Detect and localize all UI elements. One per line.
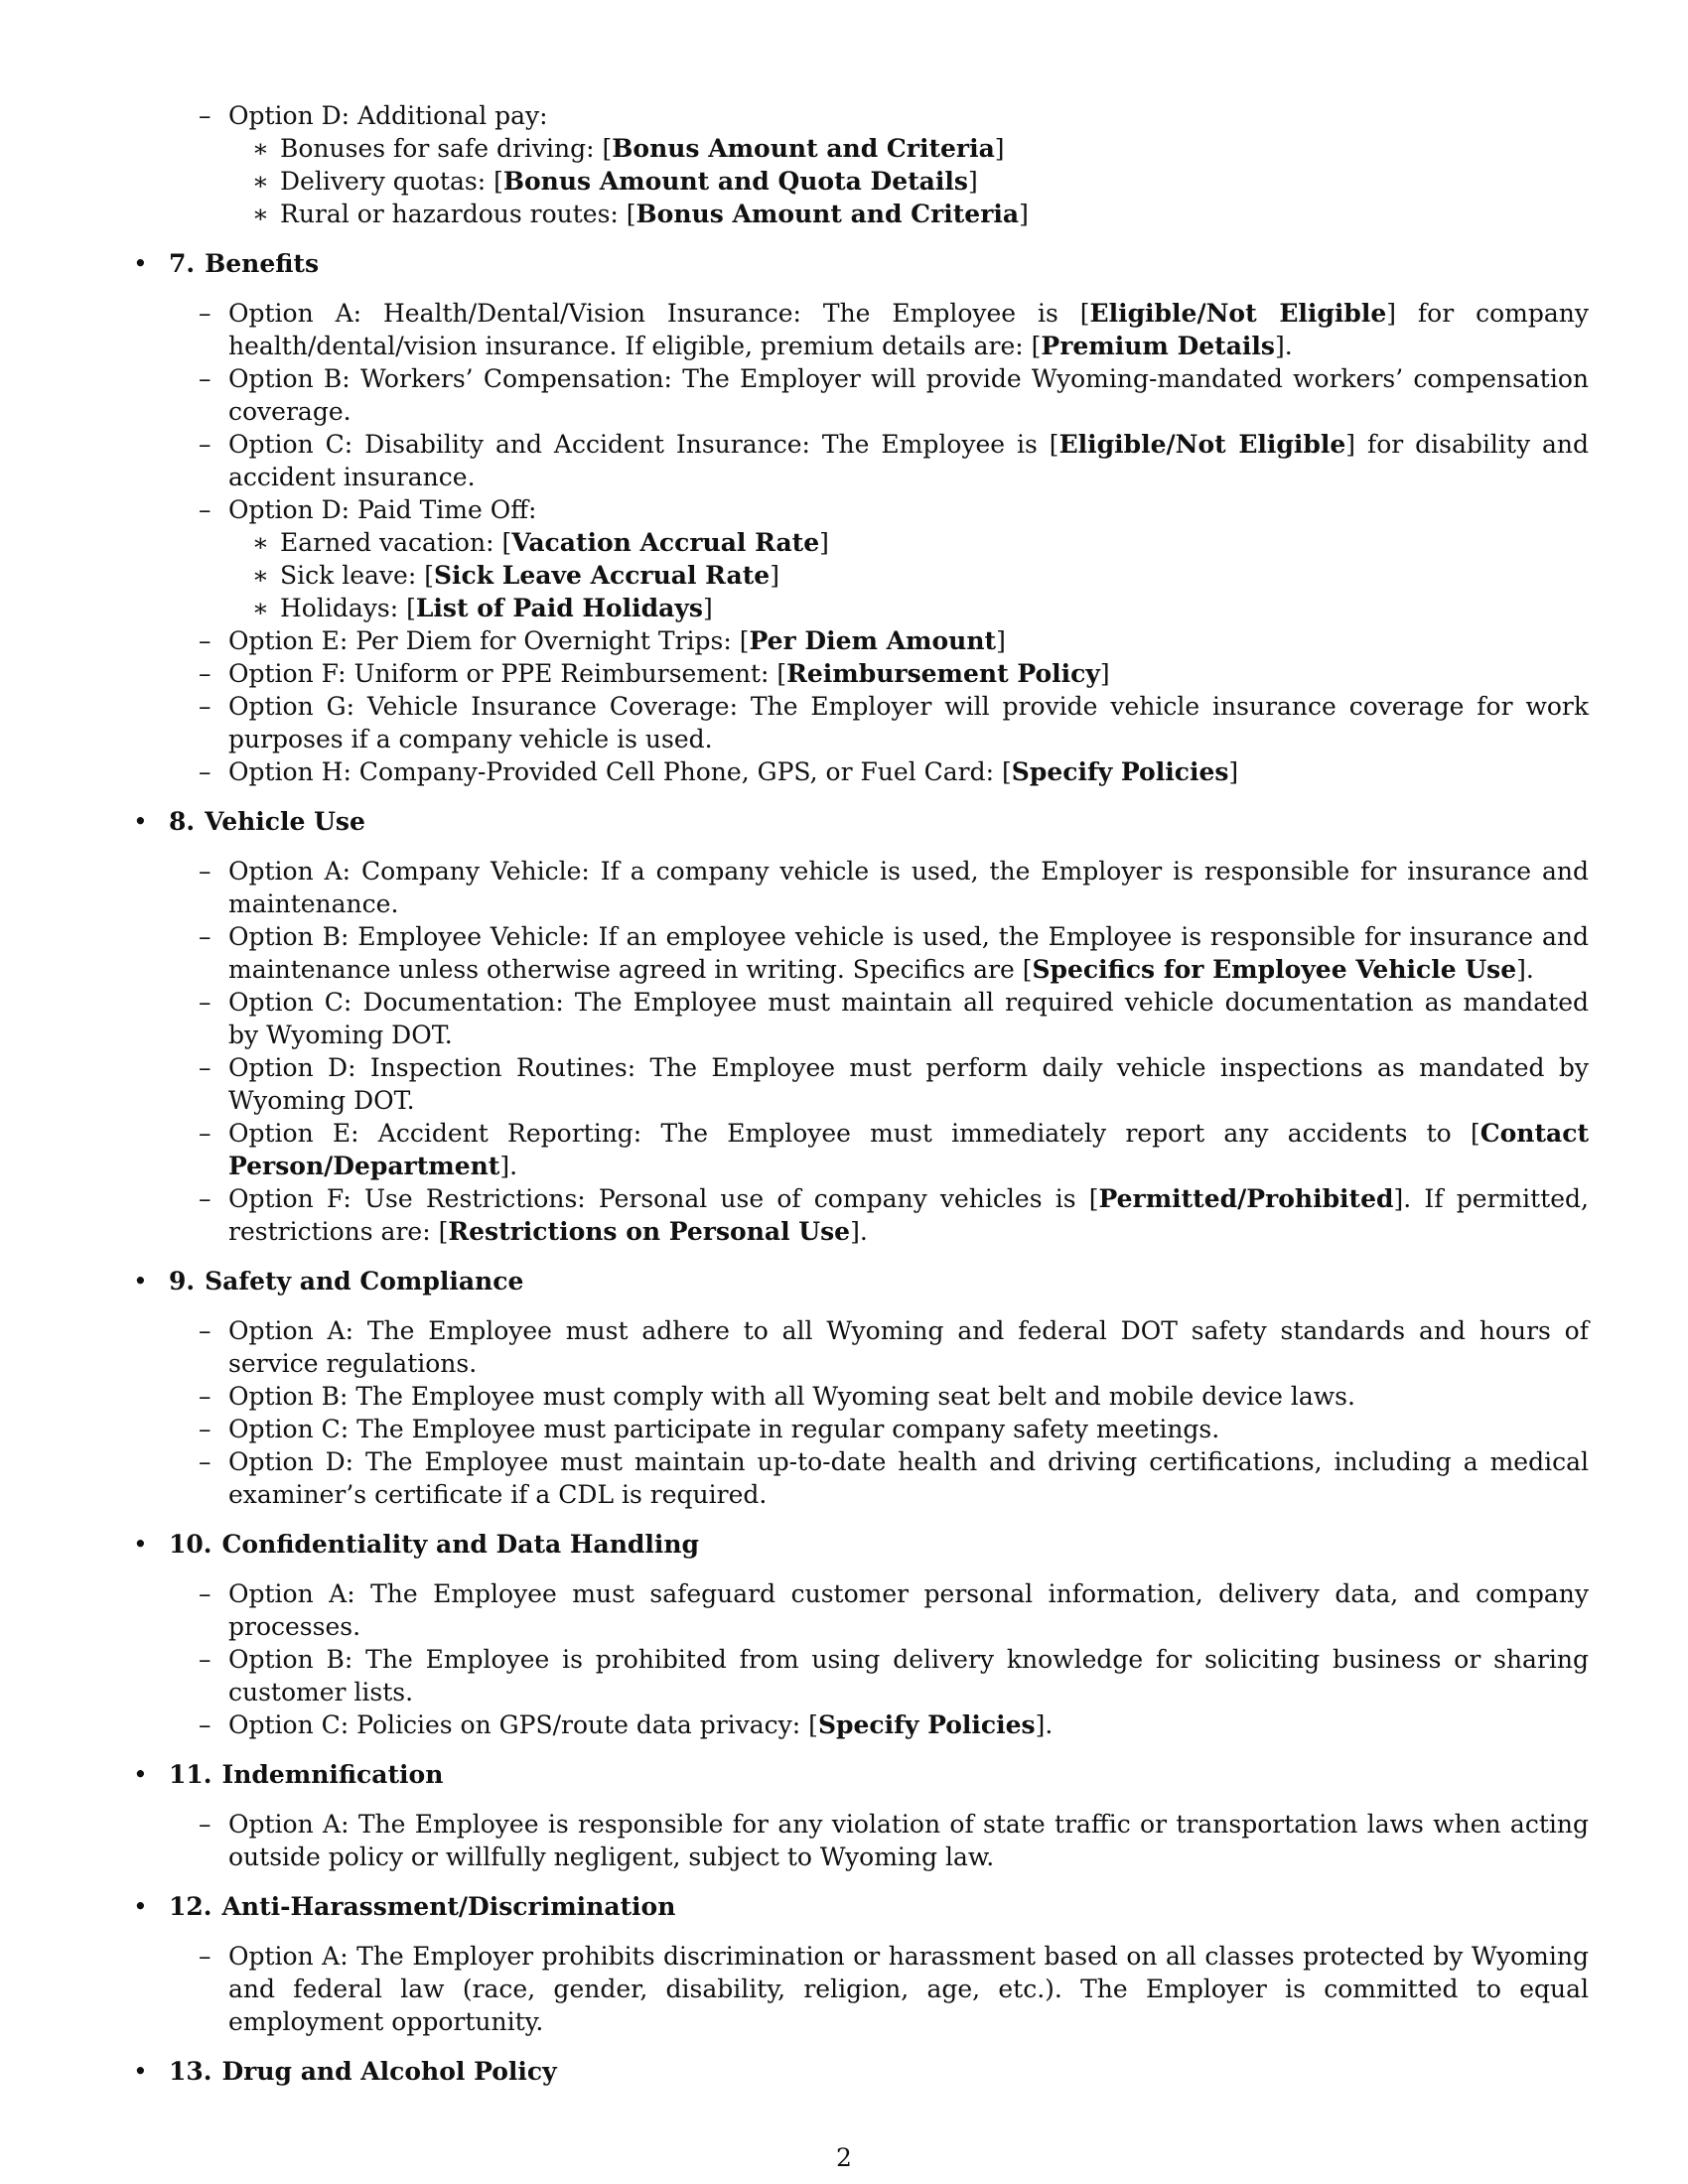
sub-item-rural-routes: ∗ Rural or hazardous routes: [Bonus Amount and Criteria]: [252, 200, 1029, 228]
sec8-option-c: – Option C: Documentation: The Employee must maintain all required vehicle documentation as mandated by Wyoming DOT.: [199, 988, 1589, 1049]
sec7-option-h: – Option H: Company-Provided Cell Phone, GPS, or Fuel Card: [Specify Policies]: [199, 757, 1239, 786]
sec7-option-a: – Option A: Health/Dental/Vision Insurance: The Employee is [Eligible/Not Eligible] for company health/dental/vision insurance. If eligible, premium details are: [Premium Details].: [199, 299, 1589, 360]
bullet-marker: •: [133, 807, 148, 836]
sub-item-delivery-quotas: ∗ Delivery quotas: [Bonus Amount and Quota Details]: [252, 167, 978, 196]
sub-item-safe-driving: ∗ Bonuses for safe driving: [Bonus Amount and Criteria]: [252, 134, 1005, 163]
sec8-option-b: – Option B: Employee Vehicle: If an employee vehicle is used, the Employee is responsible for insurance and maintenance unless otherwise agreed in writing. Specifics are [Specifics for Employee Vehicle Use].: [199, 922, 1589, 984]
sec10-option-c: – Option C: Policies on GPS/route data privacy: [Specify Policies].: [199, 1710, 1054, 1739]
section-10-heading: • 10. Confidentiality and Data Handling: [133, 1530, 700, 1559]
sec7-option-g: – Option G: Vehicle Insurance Coverage: The Employer will provide vehicle insurance coverage for work purposes if a company vehicle is used.: [199, 692, 1589, 753]
section-8-heading: • 8. Vehicle Use: [133, 807, 365, 836]
bullet-marker: •: [133, 1530, 148, 1559]
section-12-heading: • 12. Anti-Harassment/Discrimination: [133, 1892, 676, 1921]
asterisk-marker: ∗: [252, 200, 269, 228]
sec7-option-e: – Option E: Per Diem for Overnight Trips: [Per Diem Amount]: [199, 626, 1006, 655]
bullet-marker: •: [133, 1267, 148, 1296]
section-9-heading: • 9. Safety and Compliance: [133, 1267, 524, 1296]
asterisk-marker: ∗: [252, 167, 269, 196]
asterisk-marker: ∗: [252, 134, 269, 163]
sec7-option-b: – Option B: Workers’ Compensation: The Employer will provide Wyoming-mandated workers’ compensation coverage.: [199, 364, 1589, 426]
option-d-additional-pay: – Option D: Additional pay:: [199, 101, 548, 130]
section-7-heading: • 7. Benefits: [133, 249, 320, 278]
sec8-option-a: – Option A: Company Vehicle: If a company vehicle is used, the Employer is responsible for insurance and maintenance.: [199, 857, 1589, 918]
sec12-option-a: – Option A: The Employer prohibits discrimination or harassment based on all classes protected by Wyoming and federal law (race, gender, disability, religion, age, etc.). The Employer is committed to equal employment opportunity.: [199, 1942, 1589, 2036]
sec7-option-f: – Option F: Uniform or PPE Reimbursement: [Reimbursement Policy]: [199, 659, 1110, 688]
sec9-option-c: – Option C: The Employee must participate in regular company safety meetings.: [199, 1415, 1220, 1443]
sec9-option-a: – Option A: The Employee must adhere to all Wyoming and federal DOT safety standards and hours of service regulations.: [199, 1316, 1589, 1378]
bullet-marker: •: [133, 249, 148, 278]
sub-item-sick-leave: ∗ Sick leave: [Sick Leave Accrual Rate]: [252, 561, 779, 590]
bullet-marker: •: [133, 1760, 148, 1789]
sec10-option-b: – Option B: The Employee is prohibited from using delivery knowledge for soliciting business or sharing customer lists.: [199, 1645, 1589, 1706]
dash-marker: –: [199, 101, 211, 130]
sec9-option-b: – Option B: The Employee must comply with all Wyoming seat belt and mobile device laws.: [199, 1382, 1355, 1411]
document-body: [129, 99, 1589, 2105]
section-11-heading: • 11. Indemnification: [133, 1760, 444, 1789]
page-number: 2: [836, 2143, 852, 2172]
sec8-option-f: – Option F: Use Restrictions: Personal use of company vehicles is [Permitted/Prohibited]. If permitted, restrictions are: [Restrictions on Personal Use].: [199, 1184, 1589, 1246]
sec8-option-d: – Option D: Inspection Routines: The Employee must perform daily vehicle inspections as mandated by Wyoming DOT.: [199, 1053, 1589, 1115]
sec10-option-a: – Option A: The Employee must safeguard customer personal information, delivery data, and company processes.: [199, 1579, 1589, 1641]
sec9-option-d: – Option D: The Employee must maintain up-to-date health and driving certifications, including a medical examiner’s certificate if a CDL is required.: [199, 1447, 1589, 1509]
sec11-option-a: – Option A: The Employee is responsible for any violation of state traffic or transportation laws when acting outside policy or willfully negligent, subject to Wyoming law.: [199, 1810, 1589, 1871]
bullet-marker: •: [133, 2057, 148, 2086]
sec7-option-c: – Option C: Disability and Accident Insurance: The Employee is [Eligible/Not Eligible] for disability and accident insurance.: [199, 430, 1590, 491]
sub-item-earned-vacation: ∗ Earned vacation: [Vacation Accrual Rate]: [252, 528, 829, 557]
section-13-heading: • 13. Drug and Alcohol Policy: [133, 2057, 557, 2086]
bullet-marker: •: [133, 1892, 148, 1921]
sub-item-holidays: ∗ Holidays: [List of Paid Holidays]: [252, 594, 713, 622]
sec8-option-e: – Option E: Accident Reporting: The Employee must immediately report any accidents to [Contact Person/Department].: [199, 1119, 1589, 1180]
sec7-option-d: – Option D: Paid Time Off:: [199, 495, 537, 524]
